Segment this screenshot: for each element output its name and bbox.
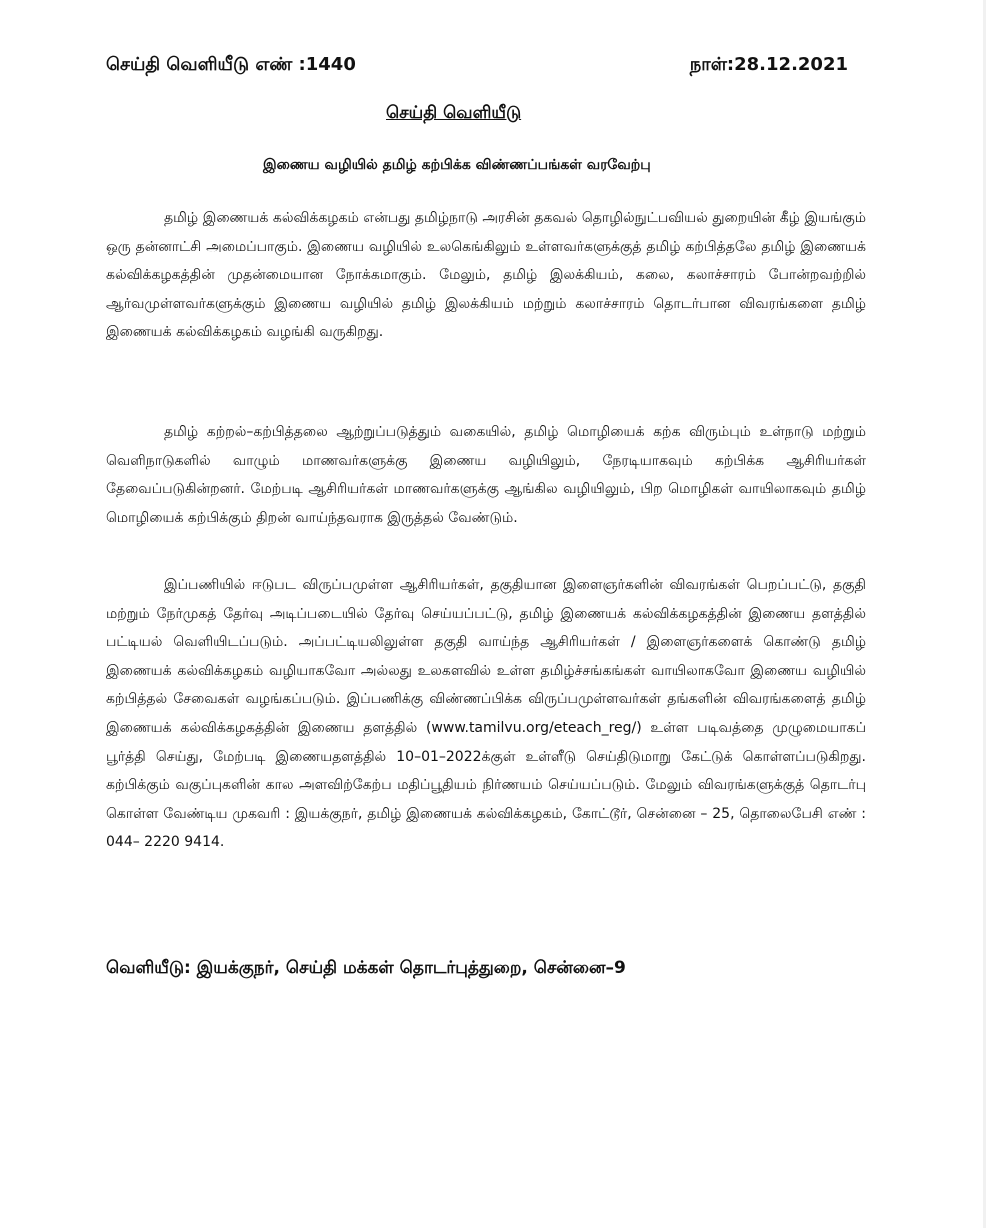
document-subheading: இணைய வழியில் தமிழ் கற்பிக்க விண்ணப்பங்கள் வரவேற்பு: [263, 157, 651, 173]
release-date: நாள்:28.12.2021: [689, 54, 848, 75]
release-number: செய்தி வெளியீடு எண் :1440: [106, 54, 356, 75]
document-heading: செய்தி வெளியீடு: [386, 103, 522, 123]
release-header: [106, 54, 848, 84]
paragraph-2: தமிழ் கற்றல்–கற்பித்தலை ஆற்றுப்படுத்தும் வகையில், தமிழ் மொழியைக் கற்க விரும்பும் உள்நாடு மற்றும் வெளிநாடுகளில் வாழும் மாணவர்களுக்கு இணைய வழியிலும், நேரடியாகவும் கற்பிக்க ஆசிரியர்கள் தேவைப்படுகின்றனர். மேற்படி ஆசிரியர்கள் மாணவர்களுக்கு ஆங்கில வழியிலும், பிற மொழிகள் வாயிலாகவும் தமிழ் மொழியைக் கற்பிக்கும் திறன் வாய்ந்தவராக இருத்தல் வேண்டும்.: [106, 424, 866, 526]
paragraph-1: தமிழ் இணையக் கல்விக்கழகம் என்பது தமிழ்நாடு அரசின் தகவல் தொழில்நுட்பவியல் துறையின் கீழ் இயங்கும் ஒரு தன்னாட்சி அமைப்பாகும். இணைய வழியில் உலகெங்கிலும் உள்ளவர்களுக்குத் தமிழ் கற்பித்தலே தமிழ் இணையக் கல்விக்கழகத்தின் முதன்மையான நோக்கமாகும். மேலும், தமிழ் இலக்கியம், கலை, கலாச்சாரம் போன்றவற்றில் ஆர்வமுள்ளவர்களுக்கும் இணைய வழியில் தமிழ் இலக்கியம் மற்றும் கலாச்சாரம் தொடர்பான விவரங்களை தமிழ் இணையக் கல்விக்கழகம் வழங்கி வருகிறது.: [106, 210, 866, 341]
paragraph-3: இப்பணியில் ஈடுபட விருப்பமுள்ள ஆசிரியர்கள், தகுதியான இளைஞர்களின் விவரங்கள் பெறப்பட்டு, தகுதி மற்றும் நேர்முகத் தேர்வு அடிப்படையில் தேர்வு செய்யப்பட்டு, தமிழ் இணையக் கல்விக்கழகத்தின் இணைய தளத்தில் பட்டியல் வெளியிடப்படும். அப்பட்டியலிலுள்ள தகுதி வாய்ந்த ஆசிரியர்கள் / இளைஞர்களைக் கொண்டு தமிழ் இணையக் கல்விக்கழகம் வழியாகவோ அல்லது உலகளவில் உள்ள தமிழ்ச்சங்கங்கள் வாயிலாகவோ இணைய வழியில் கற்பித்தல் சேவைகள் வழங்கப்படும். இப்பணிக்கு விண்ணப்பிக்க விருப்பமுள்ளவர்கள் தங்களின் விவரங்களைத் தமிழ் இணையக் கல்விக்கழகத்தின் இணைய தளத்தில் (www.tamilvu.org/eteach_reg/) உள்ள படிவத்தை முழுமையாகப் பூர்த்தி செய்து, மேற்படி இணையதளத்தில் 10–01–2022க்குள் உள்ளீடு செய்திடுமாறு கேட்டுக் கொள்ளப்படுகிறது. கற்பிக்கும் வகுப்புகளின் கால அளவிற்கேற்ப மதிப்பூதியம் நிர்ணயம் செய்யப்படும். மேலும் விவரங்களுக்குத் தொடர்பு கொள்ள வேண்டிய முகவரி : இயக்குநர், தமிழ் இணையக் கல்விக்கழகம், கோட்டூர், சென்னை – 25, தொலைபேசி எண் : 044– 2220 9414.: [106, 577, 867, 851]
publisher-footer: வெளியீடு: இயக்குநர், செய்தி மக்கள் தொடர்புத்துறை, சென்னை–9: [106, 958, 626, 978]
